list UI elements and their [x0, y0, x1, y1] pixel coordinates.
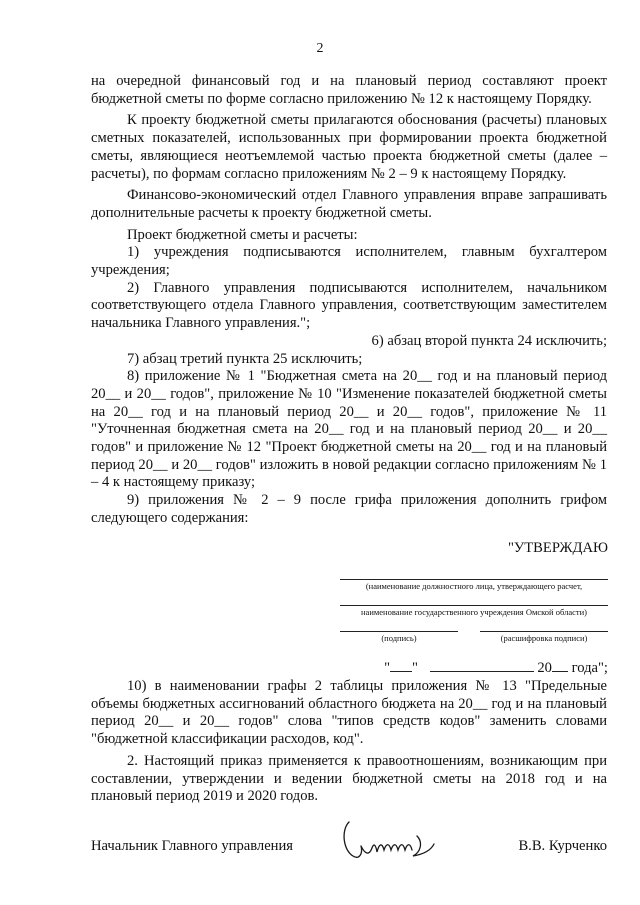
paragraph-item-2: 2) Главного управления подписываются исполнителем, начальником соответствующего отдела Главного управления, соответствующим заместителем начальника Главного управления.";: [91, 279, 607, 332]
date-open-quote: ": [384, 660, 391, 676]
paragraph-item-9: 9) приложения № 2 – 9 после грифа приложения дополнить грифом следующего содержания:: [91, 492, 607, 526]
paragraph-item-6: 6) абзац второй пункта 24 исключить;: [371, 332, 607, 349]
date-suffix: года";: [571, 660, 608, 676]
signature-row: [340, 631, 608, 643]
order-text: [91, 73, 607, 528]
paragraph-item-10: 10) в наименовании графы 2 таблицы приложения № 13 "Предельные объемы бюджетных ассигнований областного бюджета на 20__ год и на плановый период 20__ и 20__ годов" слова "типов средств кодов" заменить словами "бюджетной классификации расходов, код".: [91, 678, 607, 748]
date-close-quote: ": [412, 660, 419, 676]
page-number: 2: [316, 41, 324, 56]
paragraph-continuation: на очередной финансовый год и на плановый период составляют проект бюджетной сметы по форме согласно приложению № 12 к настоящему Порядку.: [91, 73, 607, 107]
order-text-continued: [91, 678, 607, 806]
paragraph-item-1: 1) учреждения подписываются исполнителем, главным бухгалтером учреждения;: [91, 244, 607, 279]
paragraph-item-7: 7) абзац третий пункта 25 исключить;: [127, 350, 363, 367]
handwritten-signature: [339, 816, 439, 864]
paragraph-finance-department: Финансово-экономический отдел Главного управления вправе запрашивать дополнительные расчеты к проекту бюджетной сметы.: [91, 187, 607, 221]
signatory-position: Начальник Главного управления: [91, 838, 294, 854]
paragraph-signing-intro: Проект бюджетной сметы и расчеты:: [127, 226, 358, 243]
paragraph-item-8: 8) приложение № 1 "Бюджетная смета на 20__ год и на плановый период 20__ и 20__ годов", приложение № 10 "Изменение показателей бюджетной сметы на 20__ год и на плановый период 20__ и 20__ годов", приложение № 11 "Уточненная бюджетная смета на 20__ год и на плановый период 20__ и 20__ годов" и приложение № 12 "Проект бюджетной сметы на 20__ год и на плановый период 20__ и 20__ годов" изложить в новой редакции согласно приложениям № 1 – 4 к настоящему приказу;: [91, 368, 607, 491]
signature-caption: (подпись): [381, 633, 417, 643]
paragraph-calculations: К проекту бюджетной сметы прилагаются обоснования (расчеты) плановых сметных показателей, использованных при формировании проекта бюджетной сметы, являющиеся неотъемлемой частью проекта бюджетной сметы (далее – расчеты), по формам согласно приложениям № 2 – 9 к настоящему Порядку.: [91, 112, 607, 182]
institution-caption: наименование государственного учреждения Омской области): [361, 607, 587, 617]
signatory-name: В.В. Курченко: [518, 838, 607, 854]
paragraph-application: 2. Настоящий приказ применяется к правоотношениям, возникающим при составлении, утверждении и ведении бюджетной сметы на 2018 год и на плановый период 2019 и 2020 годов.: [91, 752, 607, 805]
decoding-caption: (расшифровка подписи): [500, 633, 588, 643]
approval-title: "УТВЕРЖДАЮ: [507, 540, 608, 556]
date-row: [340, 659, 608, 677]
position-caption: (наименование должностного лица, утверждающего расчет,: [365, 581, 583, 591]
date-year: 20: [537, 660, 552, 676]
approval-stamp-block: [340, 540, 608, 677]
